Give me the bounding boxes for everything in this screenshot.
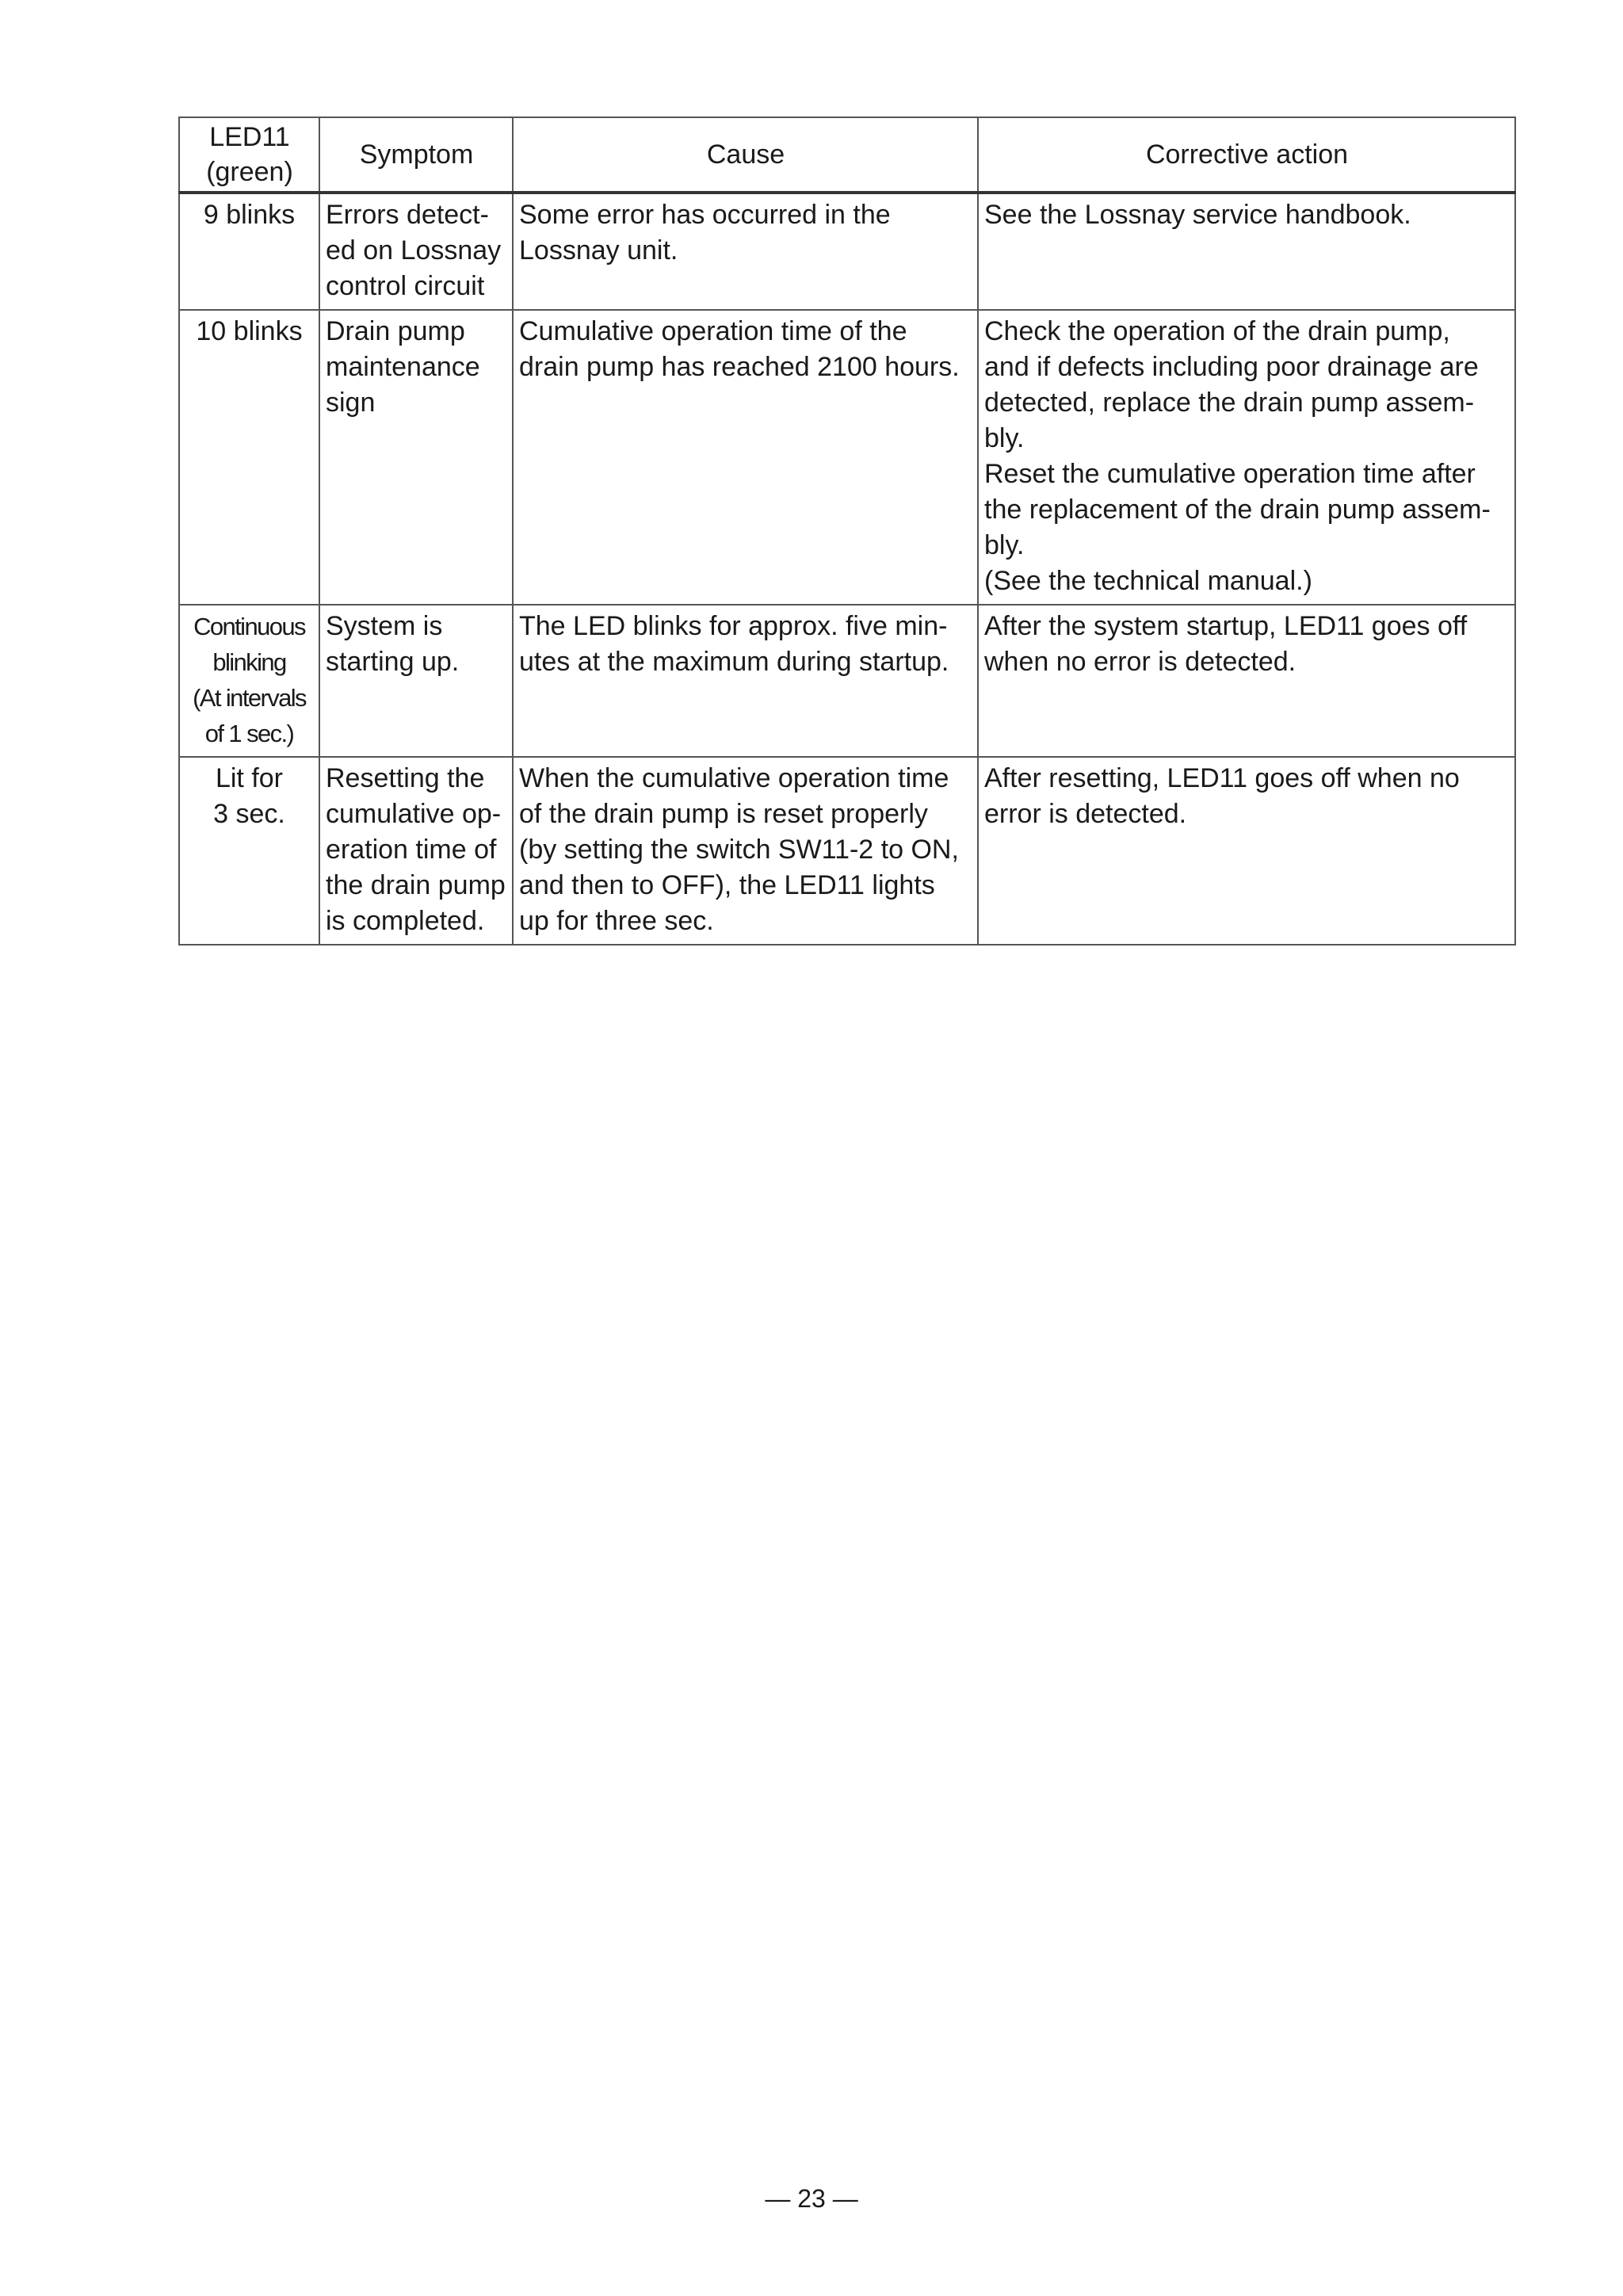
header-cause: Cause	[513, 117, 978, 193]
header-corrective-action: Corrective action	[978, 117, 1515, 193]
led-state-cell: Continuous blinking (At intervals of 1 sec.)	[179, 605, 319, 757]
header-symptom: Symptom	[319, 117, 513, 193]
cause-cell: Cumulative operation time of the drain pump has reached 2100 hours.	[513, 310, 978, 605]
table-row	[179, 310, 1515, 605]
table-row	[179, 605, 1515, 757]
table-row	[179, 757, 1515, 945]
table-row	[179, 193, 1515, 310]
corrective-action-cell: See the Lossnay service handbook.	[978, 193, 1515, 310]
table-header-row	[179, 117, 1515, 193]
corrective-action-cell: After the system startup, LED11 goes off when no error is detected.	[978, 605, 1515, 757]
symptom-cell: Errors detect- ed on Lossnay control circuit	[319, 193, 513, 310]
led-state-cell: 10 blinks	[179, 310, 319, 605]
led-status-table	[178, 117, 1516, 946]
header-led11: LED11 (green)	[179, 117, 319, 193]
symptom-cell: System is starting up.	[319, 605, 513, 757]
page-number: — 23 —	[765, 2184, 858, 2213]
corrective-action-cell: After resetting, LED11 goes off when no error is detected.	[978, 757, 1515, 945]
corrective-action-cell: Check the operation of the drain pump, and if defects including poor drainage are detected, replace the drain pump assem- bly. Reset the cumulative operation time after the replacement of the drain pump assem- bly. (See the technical manual.)	[978, 310, 1515, 605]
cause-cell: The LED blinks for approx. five min- utes at the maximum during startup.	[513, 605, 978, 757]
cause-cell: Some error has occurred in the Lossnay unit.	[513, 193, 978, 310]
led-state-cell: 9 blinks	[179, 193, 319, 310]
led-state-cell: Lit for 3 sec.	[179, 757, 319, 945]
symptom-cell: Drain pump maintenance sign	[319, 310, 513, 605]
symptom-cell: Resetting the cumulative op- eration time of the drain pump is completed.	[319, 757, 513, 945]
cause-cell: When the cumulative operation time of the drain pump is reset properly (by setting the switch SW11-2 to ON, and then to OFF), the LED11 lights up for three sec.	[513, 757, 978, 945]
